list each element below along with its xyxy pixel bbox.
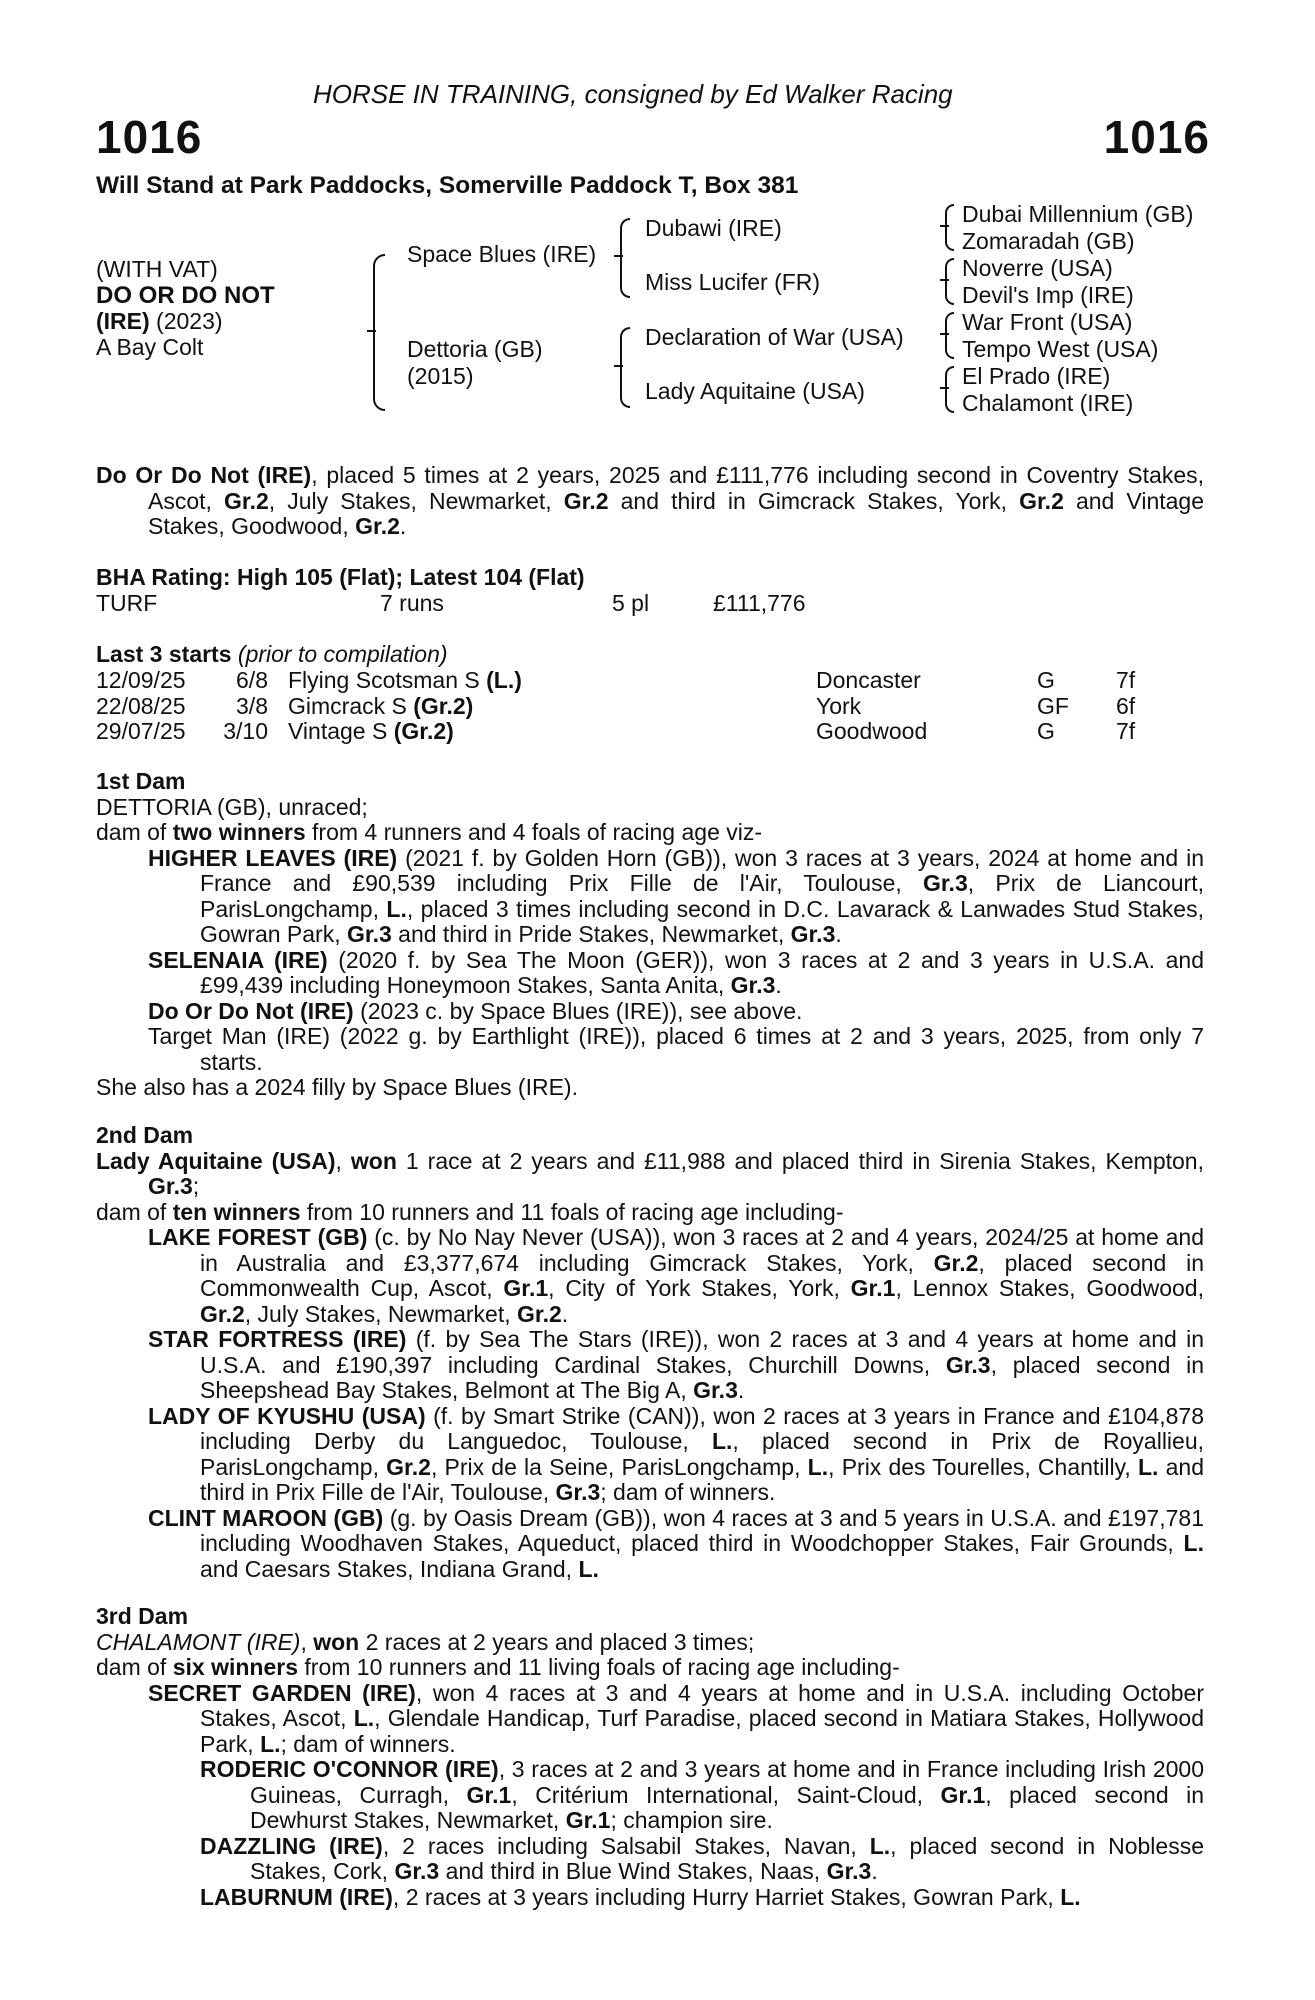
race-summary: [96, 463, 1204, 540]
pedigree-brace-g4-4: [945, 366, 954, 413]
third-dam-section: [96, 1604, 1204, 1910]
start-dist: 7f: [1116, 718, 1136, 744]
pedigree-g4-4: Devil's Imp (IRE): [962, 282, 1134, 308]
rating-runs: 7 runs: [380, 590, 444, 616]
second-dam-line: Lady Aquitaine (USA), won 1 race at 2 years and £11,988 and placed third in Sirenia Stakes, Kempton, Gr.3;: [96, 1147, 1204, 1199]
pedigree-sire-dam: Miss Lucifer (FR): [645, 269, 821, 295]
lot-number-right: 1016: [1103, 111, 1210, 163]
pedigree-g4-1: Dubai Millennium (GB): [962, 201, 1194, 227]
start-dist: 7f: [1116, 667, 1136, 693]
third-dam-progeny-1: SECRET GARDEN (IRE), won 4 races at 3 and 4 years at home and in U.S.A. including October Stakes, Ascot, L., Glendale Handicap, Turf Paradise, placed second in Matiara Stakes, Hollywood Park, L.; dam of winners.: [148, 1679, 1205, 1757]
start-going: G: [1037, 718, 1055, 744]
last-starts-heading: Last 3 starts (prior to compilation): [96, 641, 448, 667]
start-course: Goodwood: [816, 718, 928, 744]
start-date: 22/08/25: [96, 692, 186, 719]
rating-placed: 5 pl: [612, 590, 650, 616]
start-going: GF: [1037, 692, 1069, 719]
pedigree-sire: Space Blues (IRE): [407, 241, 597, 267]
second-dam-section: [96, 1123, 1204, 1582]
bha-rating: BHA Rating: High 105 (Flat); Latest 104 (Flat): [96, 564, 585, 590]
first-dam-progeny-2: SELENAIA (IRE) (2020 f. by Sea The Moon (GER)), won 3 races at 2 and 3 years in U.S.A. and £99,439 including Honeymoon Stakes, Santa Anita, Gr.3.: [148, 946, 1204, 998]
pedigree-g4-8: Chalamont (IRE): [962, 390, 1134, 416]
third-dam-grandprogeny-2: DAZZLING (IRE), 2 races including Salsabil Stakes, Navan, L., placed second in Noblesse Stakes, Cork, Gr.3 and third in Blue Wind Stakes, Naas, Gr.3.: [200, 1832, 1204, 1884]
start-race: Vintage S (Gr.2): [288, 718, 454, 744]
third-dam-heading: 3rd Dam: [96, 1603, 189, 1629]
pedigree-brace-dam: [620, 327, 630, 408]
pedigree-g4-2: Zomaradah (GB): [962, 228, 1135, 254]
second-dam-progeny-1: LAKE FOREST (GB) (c. by No Nay Never (USA)), won 3 races at 2 and 4 years, 2024/25 at home and in Australia and £3,377,674 including Gimcrack Stakes, York, Gr.2, placed second in Commonwealth Cup, Ascot, Gr.1, City of York Stakes, York, Gr.1, Lennox Stakes, Goodwood, Gr.2, July Stakes, Newmarket, Gr.2.: [148, 1224, 1204, 1327]
pedigree-g4-3: Noverre (USA): [962, 255, 1113, 281]
start-going: G: [1037, 667, 1055, 693]
pedigree-brace-g4-3-point: [940, 333, 949, 335]
pedigree-brace-main-point: [367, 330, 376, 332]
pedigree-brace-sire: [620, 218, 630, 298]
rating-surface: TURF: [96, 590, 158, 616]
horse-origin-year: (IRE) (2023): [96, 308, 223, 334]
stand-location: Will Stand at Park Paddocks, Somerville Paddock T, Box 381: [96, 172, 799, 199]
consignment-line: HORSE IN TRAINING, consigned by Ed Walker Racing: [313, 79, 953, 109]
start-course: York: [816, 692, 862, 719]
lot-number-left: 1016: [96, 111, 203, 163]
pedigree-brace-g4-1: [945, 204, 954, 251]
pedigree-dam-sire: Declaration of War (USA): [645, 324, 904, 350]
first-dam-progeny-1: HIGHER LEAVES (IRE) (2021 f. by Golden Horn (GB)), won 3 races at 3 years, 2024 at home and in France and £90,539 including Prix Fille de l'Air, Toulouse, Gr.3, Prix de Liancourt, ParisLongchamp, L., placed 3 times including second in D.C. Lavarack & Lanwades Stud Stakes, Gowran Park, Gr.3 and third in Pride Stakes, Newmarket, Gr.3.: [148, 844, 1204, 947]
horse-name: DO OR DO NOT: [96, 282, 275, 309]
third-dam-line: CHALAMONT (IRE), won 2 races at 2 years and placed 3 times;: [96, 1628, 755, 1655]
pedigree-brace-g4-2: [945, 258, 954, 305]
pedigree-sire-sire: Dubawi (IRE): [645, 215, 782, 241]
second-dam-intro: dam of ten winners from 10 runners and 11 foals of racing age including-: [96, 1198, 844, 1225]
start-race: Gimcrack S (Gr.2): [288, 692, 474, 719]
third-dam-grandprogeny-1: RODERIC O'CONNOR (IRE), 3 races at 2 and 3 years at home and in France including Irish 2000 Guineas, Curragh, Gr.1, Critérium International, Saint-Cloud, Gr.1, placed second in Dewhurst Stakes, Newmarket, Gr.1; champion sire.: [200, 1756, 1205, 1833]
second-dam-progeny-2: STAR FORTRESS (IRE) (f. by Sea The Stars (IRE)), won 2 races at 3 and 4 years at home and in U.S.A. and £190,397 including Cardinal Stakes, Churchill Downs, Gr.3, placed second in Sheepshead Bay Stakes, Belmont at The Big A, Gr.3.: [148, 1326, 1205, 1403]
vat-note: (WITH VAT): [96, 256, 218, 282]
pedigree-brace-dam-point: [614, 365, 623, 367]
third-dam-intro: dam of six winners from 10 runners and 11 living foals of racing age including-: [96, 1654, 900, 1680]
horse-description: A Bay Colt: [96, 334, 204, 360]
start-race: Flying Scotsman S (L.): [288, 667, 522, 693]
pedigree-g4-6: Tempo West (USA): [962, 336, 1159, 362]
first-dam-intro: dam of two winners from 4 runners and 4 foals of racing age viz-: [96, 819, 763, 845]
pedigree-dam: Dettoria (GB): [407, 336, 543, 362]
pedigree-brace-g4-4-point: [940, 387, 949, 389]
first-dam-progeny-3: Do Or Do Not (IRE) (2023 c. by Space Blues (IRE)), see above.: [148, 997, 803, 1024]
start-date: 29/07/25: [96, 718, 186, 744]
pedigree-brace-sire-point: [614, 255, 623, 257]
pedigree-dam-year: (2015): [407, 363, 474, 389]
first-dam-heading: 1st Dam: [96, 768, 186, 794]
pedigree-dam-dam: Lady Aquitaine (USA): [645, 378, 865, 404]
second-dam-progeny-4: CLINT MAROON (GB) (g. by Oasis Dream (GB)), won 4 races at 3 and 5 years in U.S.A. and £197,781 including Woodhaven Stakes, Aqueduct, placed third in Woodchopper Stakes, Fair Grounds, L. and Caesars Stakes, Indiana Grand, L.: [148, 1504, 1204, 1582]
summary-paragraph: Do Or Do Not (IRE), placed 5 times at 2 years, 2025 and £111,776 including second in Coventry Stakes, Ascot, Gr.2, July Stakes, Newmarket, Gr.2 and third in Gimcrack Stakes, York, Gr.2 and Vintage Stakes, Goodwood, Gr.2.: [96, 462, 1205, 539]
start-pos: 3/8: [236, 692, 268, 719]
second-dam-heading: 2nd Dam: [96, 1122, 194, 1148]
pedigree-brace-g4-1-point: [940, 225, 949, 227]
start-course: Doncaster: [816, 667, 921, 693]
pedigree-g4-7: El Prado (IRE): [962, 363, 1111, 389]
start-pos: 6/8: [236, 667, 268, 693]
start-dist: 6f: [1116, 692, 1136, 719]
third-dam-grandprogeny-3: LABURNUM (IRE), 2 races at 3 years including Hurry Harriet Stakes, Gowran Park, L.: [200, 1883, 1081, 1910]
pedigree-brace-main: [373, 254, 385, 411]
rating-earnings: £111,776: [713, 590, 806, 616]
first-dam-section: [96, 769, 1204, 1101]
pedigree-brace-g4-2-point: [940, 279, 949, 281]
second-dam-progeny-3: LADY OF KYUSHU (USA) (f. by Smart Strike (CAN)), won 2 races at 3 years in France and £104,878 including Derby du Languedoc, Toulouse, L., placed second in Prix de Royallieu, ParisLongchamp, Gr.2, Prix de la Seine, ParisLongchamp, L., Prix des Tourelles, Chantilly, L. and third in Prix Fille de l'Air, Toulouse, Gr.3; dam of winners.: [148, 1402, 1205, 1505]
first-dam-line: DETTORIA (GB), unraced;: [96, 793, 368, 820]
first-dam-footer: She also has a 2024 filly by Space Blues (IRE).: [96, 1074, 578, 1100]
first-dam-progeny-4: Target Man (IRE) (2022 g. by Earthlight (IRE)), placed 6 times at 2 and 3 years, 2025, from only 7 starts.: [148, 1023, 1204, 1075]
pedigree-g4-5: War Front (USA): [962, 309, 1133, 335]
pedigree-brace-g4-3: [945, 312, 954, 359]
start-pos: 3/10: [223, 718, 268, 744]
start-date: 12/09/25: [96, 667, 186, 693]
